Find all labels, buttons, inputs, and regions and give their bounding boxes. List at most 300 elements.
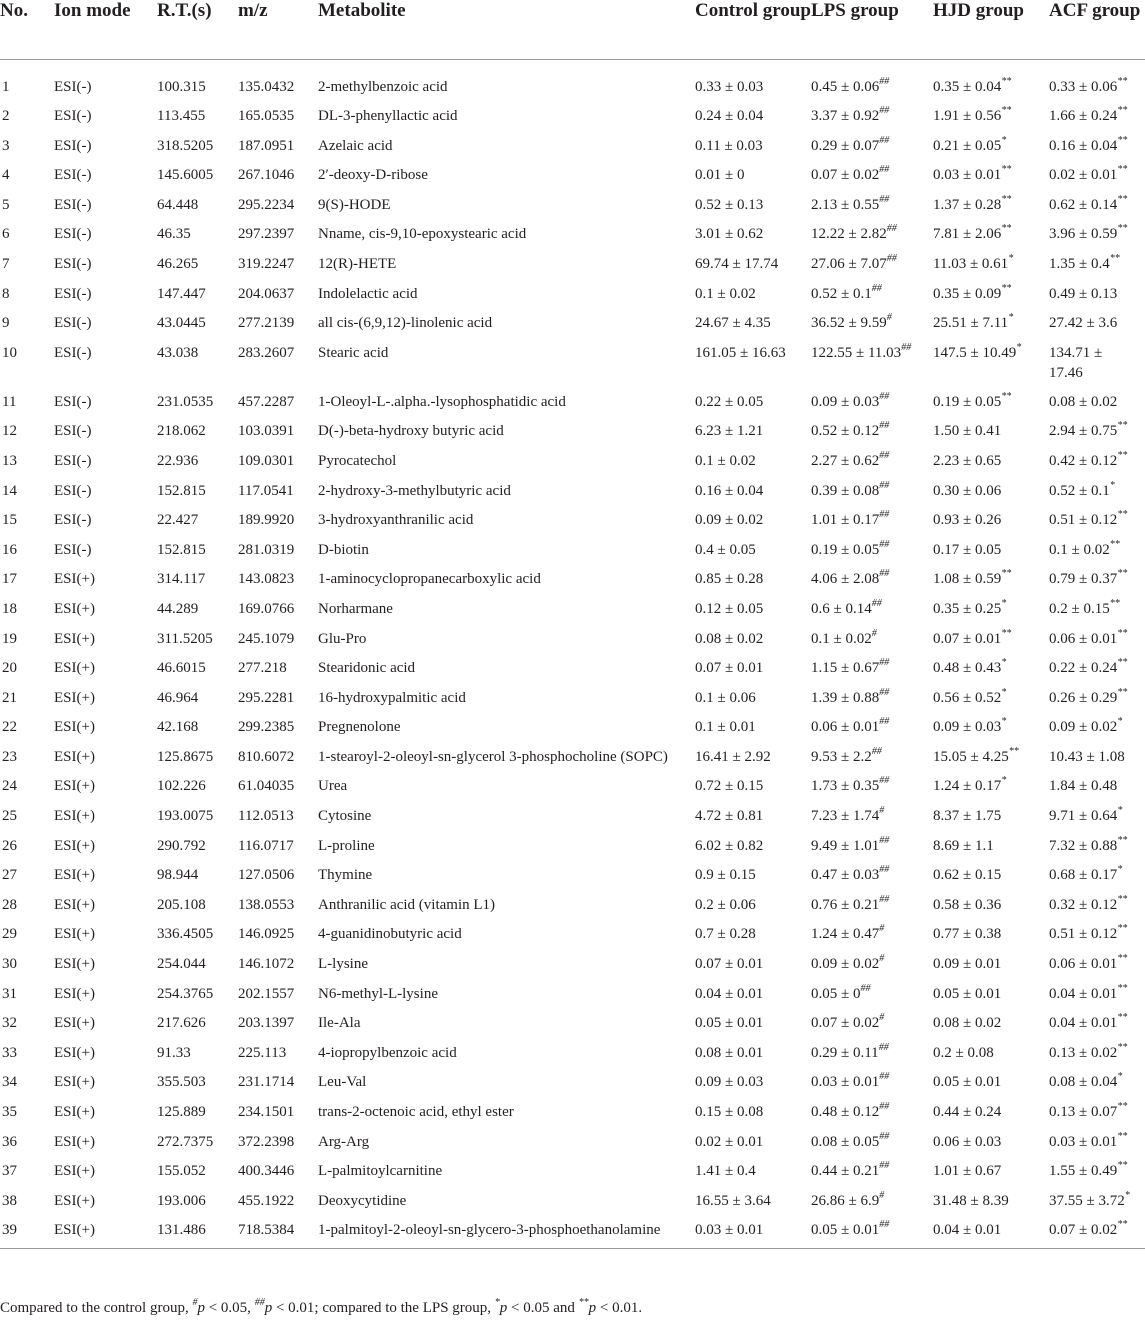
cell-hjd [933,215,1049,245]
cell-no [0,501,54,531]
cell-no-value: 7 [2,255,10,272]
cell-hjd-value: 0.19 ± 0.05 [933,393,1002,410]
cell-lps [811,442,933,472]
significance-mark: ## [878,1041,889,1053]
cell-ion-mode-value: ESI(+) [54,630,95,647]
cell-metabolite-value: Nname, cis-9,10-epoxystearic acid [318,226,527,243]
cell-rt [157,738,238,768]
cell-control [695,1152,811,1182]
cell-rt [157,60,238,98]
cell-hjd [933,915,1049,945]
cell-rt [157,856,238,886]
cell-acf-value: 0.04 ± 0.01 [1049,1015,1118,1032]
cell-hjd-value: 1.50 ± 0.41 [933,423,1002,440]
cell-ion-mode-value: ESI(-) [54,344,92,361]
cell-hjd [933,60,1049,98]
significance-mark: ** [1117,686,1128,698]
cell-metabolite [318,679,695,709]
cell-lps-value: 0.45 ± 0.06 [811,79,880,95]
cell-lps [811,560,933,590]
cell-no-value: 39 [2,1222,17,1239]
cell-ion-mode [54,1182,157,1212]
cell-no-value: 6 [2,226,10,243]
cell-ion-mode-value: ESI(-) [54,285,92,302]
cell-ion-mode-value: ESI(+) [54,1104,95,1120]
cell-ion-mode-value: ESI(-) [54,226,92,243]
cell-hjd-value: 8.69 ± 1.1 [933,837,994,854]
significance-mark: ** [1117,568,1128,580]
cell-lps [811,1063,933,1093]
cell-ion-mode [54,245,157,275]
cell-control [695,531,811,561]
cell-no [0,334,54,383]
cell-rt-value: 152.815 [157,541,206,558]
significance-mark: ## [879,134,890,146]
cell-rt-value: 218.062 [157,423,206,440]
cell-metabolite-value: 1-aminocyclopropanecarboxylic acid [318,571,541,588]
cell-control-value: 0.07 ± 0.01 [695,660,764,677]
cell-acf-value: 0.68 ± 0.17 [1049,867,1118,884]
cell-metabolite [318,127,695,157]
cell-metabolite [318,856,695,886]
cell-ion-mode [54,679,157,709]
cell-no [0,97,54,127]
cell-lps [811,531,933,561]
cell-no [0,767,54,797]
cell-ion-mode [54,531,157,561]
cell-metabolite-value: 1-Oleoyl-L-.alpha.-lysophosphatidic acid [318,393,566,410]
cell-acf-value: 9.71 ± 0.64 [1049,808,1118,825]
cell-hjd [933,472,1049,502]
cell-metabolite [318,1123,695,1153]
cell-lps [811,383,933,413]
cell-ion-mode [54,708,157,738]
cell-control [695,472,811,502]
cell-hjd [933,304,1049,334]
cell-metabolite-value: all cis-(6,9,12)-linolenic acid [318,315,493,332]
cell-control-value: 0.09 ± 0.02 [695,512,764,529]
cell-mz-value: 245.1079 [238,630,295,647]
cell-acf-value: 0.13 ± 0.02 [1049,1044,1118,1061]
cell-mz-value: 372.2398 [238,1133,295,1150]
cell-metabolite-value: Ile-Ala [318,1015,361,1032]
cell-rt-value: 46.964 [157,689,199,706]
cell-rt [157,472,238,502]
cell-lps-value: 0.47 ± 0.03 [811,867,880,884]
cell-lps [811,738,933,768]
cell-lps-value: 4.06 ± 2.08 [811,571,880,588]
cell-metabolite [318,915,695,945]
cell-metabolite-value: 1-stearoyl-2-oleoyl-sn-glycerol 3-phosphocholine (SOPC) [318,748,668,765]
cell-lps-value: 0.76 ± 0.21 [811,896,880,913]
cell-metabolite-value: N6-methyl-L-lysine [318,985,438,1002]
significance-mark: ## [879,686,890,698]
cell-acf-value: 0.13 ± 0.07 [1049,1104,1118,1120]
cell-control [695,245,811,275]
cell-mz-value: 116.0717 [238,837,294,854]
cell-hjd [933,856,1049,886]
cell-ion-mode [54,856,157,886]
significance-mark: ** [1001,76,1012,87]
cell-hjd [933,186,1049,216]
cell-ion-mode-value: ESI(+) [54,660,95,677]
cell-metabolite-value: 2′-deoxy-D-ribose [318,167,428,184]
cell-metabolite [318,1152,695,1182]
significance-mark: ## [886,252,897,264]
cell-hjd-value: 0.06 ± 0.03 [933,1133,1002,1150]
cell-mz [238,620,318,650]
cell-hjd-value: 0.09 ± 0.01 [933,956,1002,973]
cell-metabolite [318,738,695,768]
cell-hjd [933,590,1049,620]
significance-mark: ## [879,105,890,116]
cell-acf-value: 2.94 ± 0.75 [1049,423,1118,440]
cell-lps [811,915,933,945]
cell-lps-value: 0.05 ± 0.01 [811,1222,880,1239]
cell-rt-value: 311.5205 [157,630,213,647]
cell-control [695,442,811,472]
cell-lps-value: 2.13 ± 0.55 [811,196,880,213]
cell-ion-mode [54,738,157,768]
cell-rt-value: 145.6005 [157,167,214,184]
cell-control [695,1182,811,1212]
cell-lps [811,304,933,334]
cell-metabolite [318,412,695,442]
significance-mark: * [1001,775,1007,787]
cell-lps [811,156,933,186]
cell-control-value: 0.02 ± 0.01 [695,1133,764,1150]
cell-hjd-value: 0.2 ± 0.08 [933,1044,994,1061]
cell-control-value: 0.1 ± 0.06 [695,689,756,706]
cell-mz-value: 146.1072 [238,956,295,973]
cell-acf-value: 1.66 ± 0.24 [1049,108,1118,124]
significance-mark: ## [879,568,890,580]
cell-no-value: 36 [2,1133,17,1150]
cell-hjd-value: 0.35 ± 0.04 [933,79,1002,95]
header-hjd-group: HJD group [933,0,1024,21]
cell-mz-value: 297.2397 [238,226,295,243]
table-row [0,649,1145,679]
cell-hjd-value: 1.24 ± 0.17 [933,778,1002,795]
cell-acf [1049,501,1145,531]
header-no: No. [0,0,28,21]
cell-rt-value: 102.226 [157,778,206,795]
cell-rt [157,679,238,709]
cell-mz [238,186,318,216]
cell-mz-value: 455.1922 [238,1192,295,1209]
cell-no [0,886,54,916]
cell-no [0,156,54,186]
cell-lps [811,1034,933,1064]
cell-lps [811,215,933,245]
cell-acf-value: 0.49 ± 0.13 [1049,285,1118,302]
cell-acf-value: 1.84 ± 0.48 [1049,778,1118,795]
cell-no [0,679,54,709]
significance-mark: ## [871,745,882,757]
cell-hjd-value: 0.09 ± 0.03 [933,719,1002,736]
cell-ion-mode [54,383,157,413]
cell-ion-mode [54,1034,157,1064]
cell-control-value: 69.74 ± 17.74 [695,255,779,272]
significance-mark: ** [1001,627,1012,639]
table-row [0,383,1145,413]
table-row [0,827,1145,857]
cell-no-value: 16 [2,541,17,558]
cell-rt [157,412,238,442]
significance-mark: ## [901,341,912,353]
cell-lps [811,679,933,709]
cell-acf-value: 0.79 ± 0.37 [1049,571,1118,588]
cell-rt [157,1182,238,1212]
significance-mark: ## [879,1071,890,1083]
cell-metabolite [318,442,695,472]
cell-ion-mode [54,127,157,157]
cell-hjd-value: 0.35 ± 0.09 [933,285,1002,302]
cell-lps-value: 26.86 ± 6.9 [811,1192,880,1209]
cell-no [0,245,54,275]
cell-control [695,127,811,157]
significance-mark: ** [1001,390,1012,402]
cell-hjd [933,1004,1049,1034]
cell-lps [811,975,933,1005]
cell-hjd-value: 8.37 ± 1.75 [933,808,1002,825]
cell-rt-value: 155.052 [157,1163,206,1180]
cell-metabolite [318,1034,695,1064]
cell-control-value: 4.72 ± 0.81 [695,808,764,825]
cell-lps-value: 0.44 ± 0.21 [811,1163,880,1180]
cell-control [695,975,811,1005]
cell-ion-mode-value: ESI(+) [54,689,95,706]
cell-rt-value: 91.33 [157,1044,191,1061]
cell-hjd [933,886,1049,916]
cell-no [0,275,54,305]
cell-lps [811,1093,933,1123]
cell-ion-mode-value: ESI(+) [54,1222,95,1239]
cell-no-value: 22 [2,719,17,736]
cell-control [695,945,811,975]
significance-mark: * [1001,716,1007,728]
table-row [0,856,1145,886]
cell-hjd-value: 1.08 ± 0.59 [933,571,1002,588]
cell-no [0,304,54,334]
significance-mark: ** [1109,538,1120,550]
cell-acf [1049,1034,1145,1064]
cell-no [0,738,54,768]
cell-ion-mode [54,590,157,620]
cell-hjd [933,501,1049,531]
cell-acf-value: 134.71 ± 17.46 [1049,344,1103,381]
cell-acf [1049,620,1145,650]
cell-ion-mode-value: ESI(-) [54,108,92,124]
table-row [0,186,1145,216]
cell-rt [157,1063,238,1093]
cell-metabolite [318,383,695,413]
table-row [0,1123,1145,1153]
cell-mz [238,531,318,561]
cell-mz [238,442,318,472]
cell-control-value: 0.12 ± 0.05 [695,600,764,617]
significance-mark: ** [1001,223,1012,235]
cell-acf [1049,245,1145,275]
cell-ion-mode [54,1211,157,1249]
cell-rt-value: 314.117 [157,571,206,588]
cell-metabolite [318,767,695,797]
cell-metabolite-value: Indolelactic acid [318,285,418,302]
cell-mz [238,501,318,531]
cell-metabolite [318,1093,695,1123]
cell-control-value: 16.55 ± 3.64 [695,1192,771,1209]
cell-mz [238,383,318,413]
cell-mz-value: 112.0513 [238,808,294,825]
table-row [0,590,1145,620]
cell-mz [238,412,318,442]
cell-metabolite-value: Pregnenolone [318,719,401,736]
cell-acf [1049,1182,1145,1212]
cell-no-value: 8 [2,285,10,302]
cell-rt-value: 254.044 [157,956,206,973]
cell-hjd-value: 0.07 ± 0.01 [933,630,1002,647]
cell-rt [157,1004,238,1034]
cell-no-value: 15 [2,512,17,529]
cell-acf-value: 37.55 ± 3.72 [1049,1192,1125,1209]
cell-hjd-value: 1.91 ± 0.56 [933,108,1002,124]
cell-acf-value: 0.42 ± 0.12 [1049,452,1118,469]
cell-metabolite-value: D-biotin [318,541,369,558]
cell-control-value: 0.07 ± 0.01 [695,956,764,973]
cell-acf [1049,1063,1145,1093]
cell-hjd [933,383,1049,413]
cell-no [0,442,54,472]
table-row [0,1093,1145,1123]
cell-rt [157,620,238,650]
cell-acf-value: 0.07 ± 0.02 [1049,1222,1118,1239]
cell-rt-value: 42.168 [157,719,199,736]
cell-rt-value: 125.889 [157,1104,206,1120]
cell-no-value: 10 [2,344,17,361]
cell-mz-value: 231.1714 [238,1074,295,1091]
cell-mz [238,649,318,679]
cell-acf-value: 0.33 ± 0.06 [1049,79,1118,95]
cell-mz [238,1004,318,1034]
cell-metabolite-value: Cytosine [318,808,372,825]
cell-control [695,679,811,709]
cell-lps [811,97,933,127]
cell-acf [1049,275,1145,305]
cell-no-value: 13 [2,452,17,469]
footnote-text: < 0.05 and [507,1300,579,1316]
cell-lps-value: 0.03 ± 0.01 [811,1074,880,1091]
cell-rt [157,304,238,334]
cell-control-value: 0.08 ± 0.01 [695,1044,764,1061]
cell-acf [1049,127,1145,157]
cell-rt [157,275,238,305]
cell-control [695,738,811,768]
cell-lps-value: 0.29 ± 0.11 [811,1044,879,1061]
cell-acf-value: 0.06 ± 0.01 [1049,630,1118,647]
cell-mz-value: 810.6072 [238,748,295,765]
cell-no-value: 35 [2,1104,17,1120]
cell-mz [238,60,318,98]
cell-acf [1049,215,1145,245]
cell-ion-mode-value: ESI(-) [54,423,92,440]
cell-rt-value: 205.108 [157,896,206,913]
cell-acf [1049,1152,1145,1182]
cell-acf-value: 0.08 ± 0.04 [1049,1074,1118,1091]
cell-ion-mode-value: ESI(-) [54,196,92,213]
cell-no [0,827,54,857]
table-body [0,60,1145,1249]
cell-ion-mode-value: ESI(-) [54,315,92,332]
cell-rt [157,827,238,857]
cell-lps-value: 0.52 ± 0.12 [811,423,880,440]
table-row [0,945,1145,975]
table-row [0,501,1145,531]
cell-mz [238,827,318,857]
significance-mark: # [879,953,885,965]
cell-lps-value: 0.09 ± 0.02 [811,956,880,973]
cell-mz-value: 189.9920 [238,512,295,529]
cell-mz [238,334,318,383]
cell-ion-mode [54,412,157,442]
significance-mark: ** [1117,834,1128,846]
cell-ion-mode-value: ESI(+) [54,808,95,825]
footnote-p: p [499,1300,508,1316]
cell-control-value: 0.11 ± 0.03 [695,137,763,154]
cell-lps [811,1152,933,1182]
cell-metabolite-value: Deoxycytidine [318,1192,407,1209]
cell-hjd [933,1152,1049,1182]
cell-metabolite-value: Azelaic acid [318,137,393,154]
cell-hjd-value: 0.04 ± 0.01 [933,1222,1002,1239]
cell-hjd [933,767,1049,797]
cell-no-value: 11 [2,393,17,410]
cell-lps [811,472,933,502]
cell-no [0,1152,54,1182]
cell-no-value: 3 [2,137,10,154]
significance-mark: # [879,1189,885,1201]
cell-lps-value: 27.06 ± 7.07 [811,255,887,272]
significance-mark: ## [879,775,890,787]
cell-control-value: 0.15 ± 0.08 [695,1104,764,1120]
cell-rt [157,383,238,413]
table-row [0,412,1145,442]
cell-lps-value: 1.01 ± 0.17 [811,512,880,529]
table-row [0,60,1145,98]
cell-mz-value: 109.0301 [238,452,295,469]
cell-metabolite-value: 4-guanidinobutyric acid [318,926,462,943]
cell-no-value: 29 [2,926,17,943]
cell-ion-mode [54,1093,157,1123]
cell-hjd [933,797,1049,827]
cell-hjd-value: 0.77 ± 0.38 [933,926,1002,943]
cell-lps [811,275,933,305]
cell-control-value: 0.01 ± 0 [695,167,745,184]
cell-lps-value: 0.6 ± 0.14 [811,600,872,617]
cell-ion-mode [54,60,157,98]
cell-lps [811,334,933,383]
cell-metabolite [318,531,695,561]
cell-mz-value: 295.2281 [238,689,295,706]
cell-hjd-value: 147.5 ± 10.49 [933,344,1017,361]
footnote-text: Compared to the control group, [0,1300,193,1316]
cell-control [695,60,811,98]
table-row [0,275,1145,305]
cell-rt [157,245,238,275]
cell-mz-value: 169.0766 [238,600,295,617]
cell-rt-value: 131.486 [157,1222,206,1239]
cell-acf-value: 0.04 ± 0.01 [1049,985,1118,1002]
cell-lps [811,945,933,975]
